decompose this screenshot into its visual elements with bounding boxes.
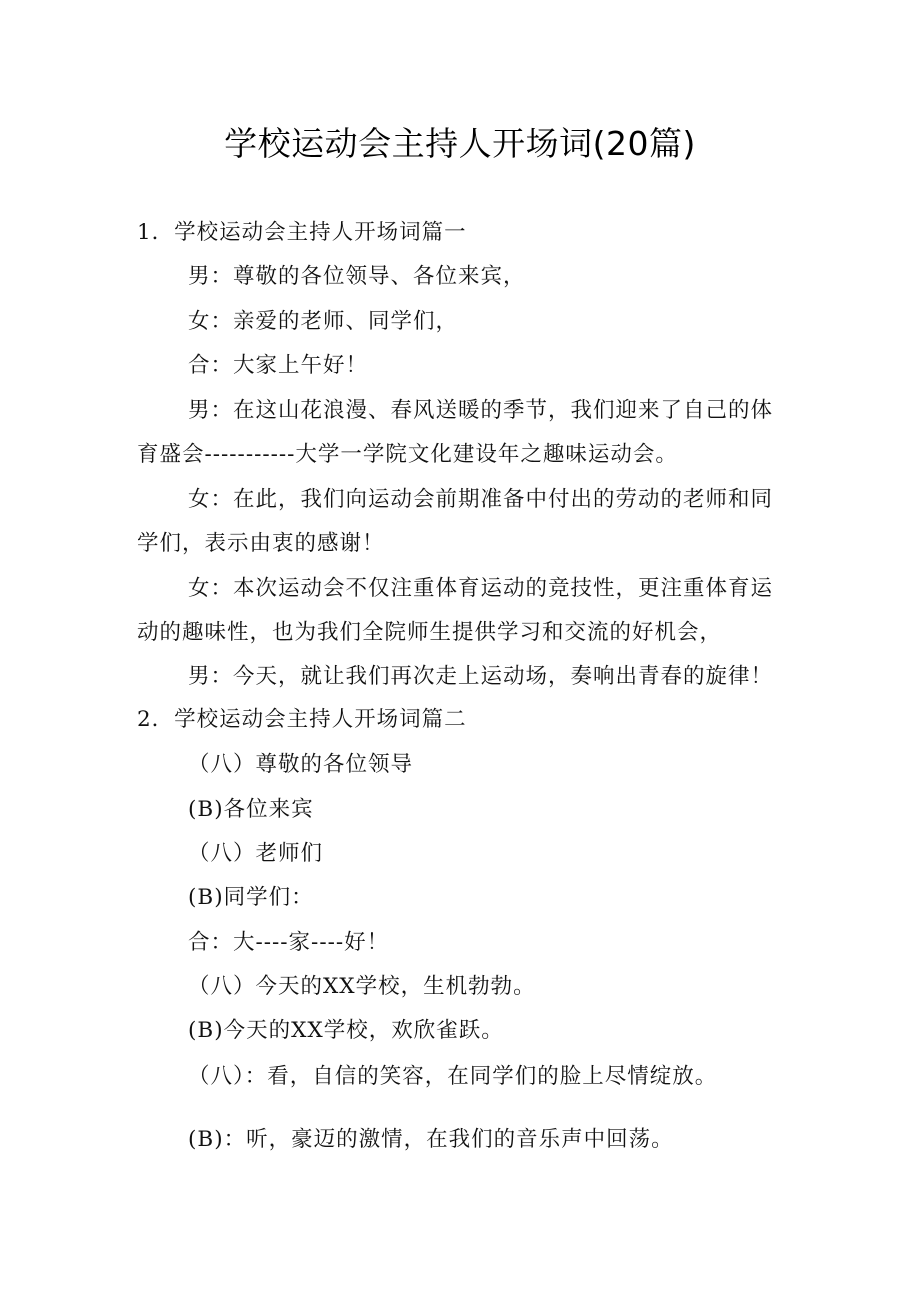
paragraph-line: （八）：看，自信的笑容，在同学们的脸上尽情绽放。 bbox=[188, 1064, 718, 1089]
paragraph-line: (B)各位来宾 bbox=[188, 797, 314, 822]
paragraph-line: (B)同学们： bbox=[188, 885, 314, 910]
paragraph-line: 女：本次运动会不仅注重体育运动的竞技性，更注重体育运 bbox=[188, 576, 774, 601]
paragraph-line: 女：在此，我们向运动会前期准备中付出的劳动的老师和同 bbox=[188, 487, 774, 512]
paragraph-line: 女：亲爱的老师、同学们， bbox=[188, 309, 459, 334]
paragraph-line: (B)：听，豪迈的激情，在我们的音乐声中回荡。 bbox=[188, 1127, 674, 1152]
paragraph-line: (B)今天的XX学校，欢欣雀跃。 bbox=[188, 1018, 504, 1043]
section-heading: 1．学校运动会主持人开场词篇一 bbox=[137, 220, 467, 245]
paragraph-line: 育盛会-----------大学一学院文化建设年之趣味运动会。 bbox=[137, 442, 678, 467]
paragraph-line: 男：尊敬的各位领导、各位来宾， bbox=[188, 264, 526, 289]
paragraph-line: 合：大----家----好！ bbox=[188, 930, 390, 955]
page-title: 学校运动会主持人开场词(20篇) bbox=[224, 124, 696, 163]
paragraph-line: 男：今天，就让我们再次走上运动场，奏响出青春的旋律！ bbox=[188, 664, 774, 689]
paragraph-line: （八）今天的XX学校，生机勃勃。 bbox=[188, 974, 536, 999]
paragraph-line: 学们，表示由衷的感谢！ bbox=[137, 531, 385, 556]
paragraph-line: 动的趣味性，也为我们全院师生提供学习和交流的好机会， bbox=[137, 620, 723, 645]
section-heading: 2．学校运动会主持人开场词篇二 bbox=[137, 707, 467, 732]
paragraph-line: 男：在这山花浪漫、春风送暖的季节，我们迎来了自己的体 bbox=[188, 398, 774, 423]
paragraph-line: 合：大家上午好！ bbox=[188, 353, 369, 378]
paragraph-line: （八）尊敬的各位领导 bbox=[188, 752, 414, 777]
paragraph-line: （八）老师们 bbox=[188, 841, 324, 866]
